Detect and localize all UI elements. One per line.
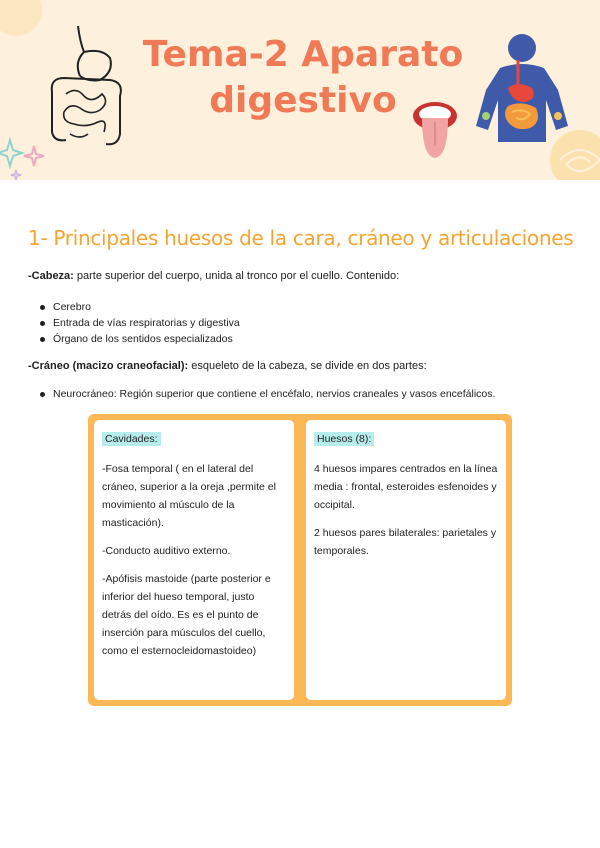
- list-item: Cerebro: [40, 299, 240, 315]
- craneo-label: -Cráneo (macizo craneofacial):: [28, 360, 189, 372]
- table-cell-huesos: [306, 420, 506, 700]
- cabeza-text: parte superior del cuerpo, unida al tronco por el cuello. Contenido:: [73, 270, 400, 282]
- cell-paragraph: -Apófisis mastoide (parte posterior e inferior del hueso temporal, justo detrás del oído. Es es el punto de inserción para músculos del cuello, como el esternocleidomastoideo): [102, 573, 271, 657]
- huesos-heading: Huesos (8):: [314, 432, 374, 446]
- craneo-paragraph: [28, 360, 427, 372]
- cabeza-paragraph: [28, 270, 399, 282]
- list-item: Entrada de vías respiratorias y digestiva: [40, 315, 240, 331]
- cell-paragraph: 4 huesos impares centrados en la línea media : frontal, esteroides esfenoides y occipital.: [314, 463, 498, 511]
- swirl-decoration: [0, 0, 50, 40]
- craneo-list: [40, 386, 495, 402]
- cabeza-label: -Cabeza:: [28, 270, 74, 282]
- list-item: Neurocráneo: Región superior que contiene el encéfalo, nervios craneales y vasos encefálicos.: [40, 386, 495, 402]
- craneo-text: esqueleto de la cabeza, se divide en dos partes:: [188, 360, 427, 372]
- sparkle-icon: [0, 136, 50, 180]
- cabeza-list: [40, 299, 240, 347]
- page-title: [118, 32, 488, 124]
- list-item: Órgano de los sentidos especializados: [40, 331, 240, 347]
- title-line: Tema-2 Aparato: [142, 34, 464, 75]
- section-heading: 1- Principales huesos de la cara, cráneo y articulaciones: [28, 226, 574, 250]
- cell-paragraph: -Fosa temporal ( en el lateral del cráneo, superior a la oreja ,permite el movimiento al músculo de la masticación).: [102, 463, 276, 529]
- info-table: [88, 414, 512, 706]
- table-cell-cavidades: [94, 420, 294, 700]
- cavidades-heading: Cavidades:: [102, 432, 161, 446]
- title-line: digestivo: [209, 80, 397, 121]
- cell-paragraph: -Conducto auditivo externo.: [102, 545, 231, 557]
- cell-paragraph: 2 huesos pares bilaterales: parietales y temporales.: [314, 527, 497, 557]
- intestines-illustration: [40, 22, 130, 152]
- header-banner: [0, 0, 600, 180]
- swirl-decoration: [540, 120, 600, 180]
